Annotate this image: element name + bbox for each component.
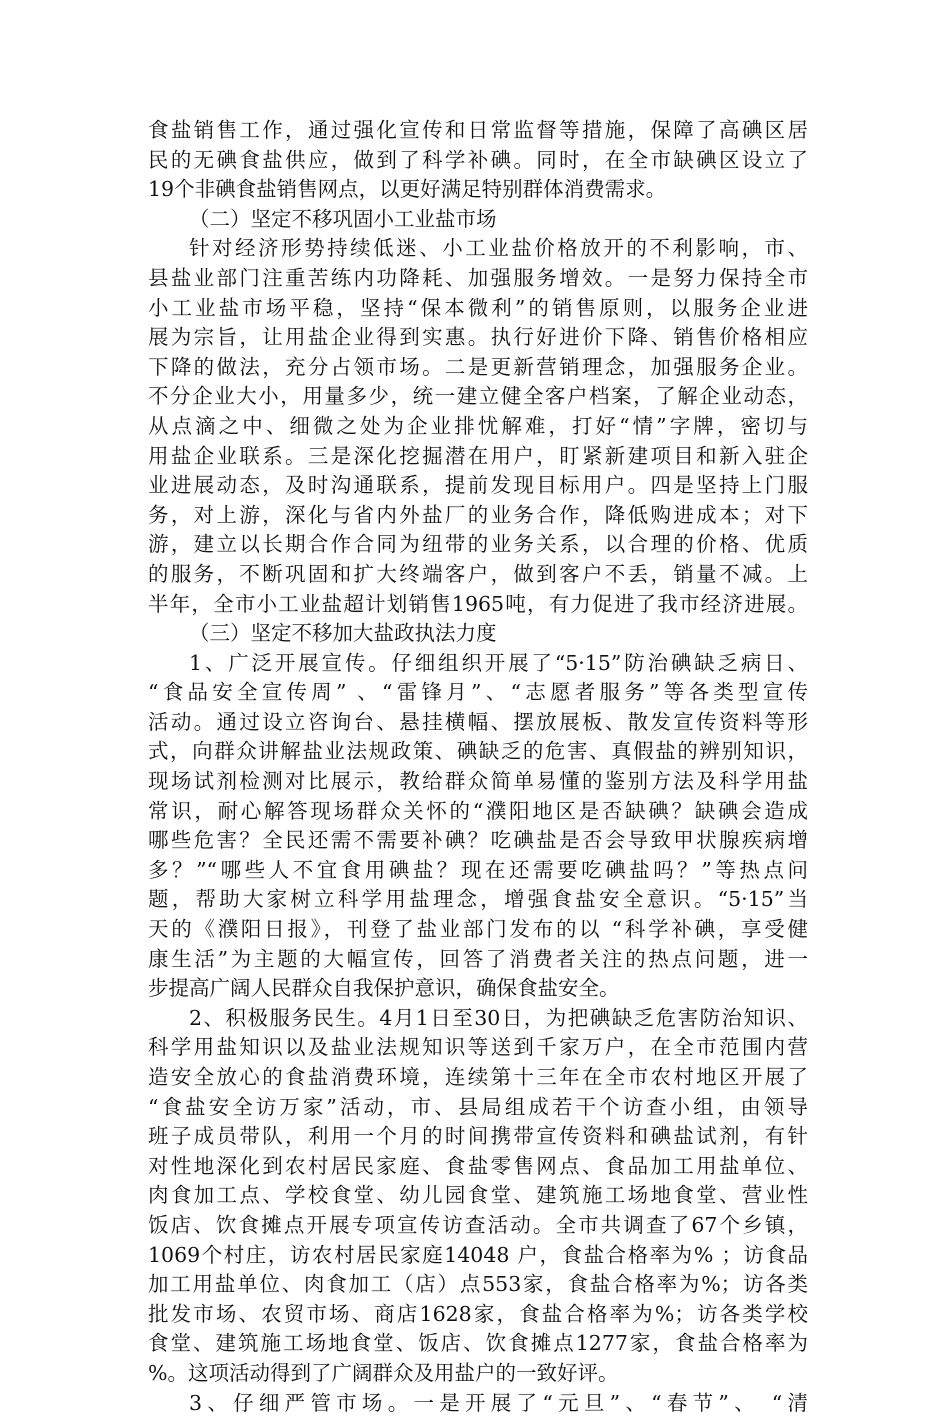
document-body — [148, 116, 808, 1418]
paragraph-first-line: 3、仔细严管市场。一是开展了“元旦”、“春节”、 “清 — [189, 1390, 808, 1415]
body-line: 务，对上游，深化与省内外盐厂的业务合作，降低购进成本；对下 — [148, 502, 808, 527]
section-heading: （二）坚定不移巩固小工业盐市场 — [189, 206, 497, 231]
body-line: 下降的做法，充分占领市场。二是更新营销理念，加强服务企业。 — [148, 354, 808, 379]
body-line: 科学用盐知识以及盐业法规知识等送到千家万户，在全市范围内营 — [148, 1035, 808, 1060]
body-line: 批发市场、农贸市场、商店1628家，食盐合格率为%；访各类学校 — [148, 1301, 808, 1326]
body-line: 活动。通过设立咨询台、悬挂横幅、摆放展板、散发宣传资料等形 — [148, 709, 808, 734]
body-line: 肉食加工点、学校食堂、幼儿园食堂、建筑施工场地食堂、营业性 — [148, 1183, 808, 1208]
body-line: 加工用盐单位、肉食加工（店）点553家，食盐合格率为%；访各类 — [148, 1272, 808, 1297]
body-line: “食盐安全访万家”活动，市、县局组成若干个访查小组，由领导 — [148, 1094, 808, 1119]
body-line: “食品安全宣传周” 、“雷锋月”、“志愿者服务”等各类型宣传 — [148, 680, 808, 705]
body-line: 不分企业大小，用量多少，统一建立健全客户档案，了解企业动态， — [148, 384, 808, 409]
body-line: 县盐业部门注重苦练内功降耗、加强服务增效。一是努力保持全市 — [148, 265, 808, 290]
body-line: 现场试剂检测对比展示，教给群众简单易懂的鉴别方法及科学用盐 — [148, 769, 808, 794]
body-line: 1069个村庄，访农村居民家庭14048 户，食盐合格率为% ；访食品 — [148, 1242, 808, 1267]
body-line: 食盐销售工作，通过强化宣传和日常监督等措施，保障了高碘区居 — [148, 118, 808, 142]
body-line: 哪些危害？全民还需不需要补碘？吃碘盐是否会导致甲状腺疾病增 — [148, 828, 808, 853]
body-line: 从点滴之中、细微之处为企业排忧解难，打好“情”字牌，密切与 — [148, 413, 808, 438]
body-line: 天的《濮阳日报》，刊登了盐业部门发布的以 “科学补碘，享受健 — [148, 917, 808, 942]
section-heading: （三）坚定不移加大盐政执法力度 — [189, 621, 497, 646]
body-line: 半年，全市小工业盐超计划销售1965吨，有力促进了我市经济进展。 — [148, 591, 808, 616]
body-line: 造安全放心的食盐消费环境，连续第十三年在全市农村地区开展了 — [148, 1065, 808, 1089]
body-line: 展为宗旨，让用盐企业得到实惠。执行好进价下降、销售价格相应 — [148, 325, 808, 350]
body-line: 题，帮助大家树立科学用盐理念，增强食盐安全意识。“5·15”当 — [148, 887, 808, 912]
body-line: 民的无碘食盐供应，做到了科学补碘。同时，在全市缺碘区设立了 — [148, 147, 808, 172]
paragraph-last-line: %。这项活动得到了广阔群众及用盐户的一致好评。 — [148, 1360, 619, 1385]
body-line: 班子成员带队，利用一个月的时间携带宣传资料和碘盐试剂，有针 — [148, 1124, 808, 1149]
paragraph-last-line: 步提高广阔人民群众自我保护意识，确保食盐安全。 — [148, 976, 620, 1001]
body-line: 用盐企业联系。三是深化挖掘潜在用户，盯紧新建项目和新入驻企 — [148, 443, 808, 468]
body-line: 的服务，不断巩固和扩大终端客户，做到客户不丢，销量不减。上 — [148, 561, 808, 586]
body-line: 小工业盐市场平稳，坚持“保本微利”的销售原则，以服务企业进 — [148, 295, 808, 320]
body-line: 多？”“哪些人不宜食用碘盐？现在还需要吃碘盐吗？”等热点问 — [148, 857, 808, 882]
body-line: 对性地深化到农村居民家庭、食盐零售网点、食品加工用盐单位、 — [148, 1153, 808, 1178]
body-line: 康生活”为主题的大幅宣传，回答了消费者关注的热点问题，进一 — [148, 946, 808, 971]
paragraph-first-line: 2、积极服务民生。4月1日至30日，为把碘缺乏危害防治知识、 — [189, 1005, 808, 1030]
paragraph-first-line: 1、广泛开展宣传。仔细组织开展了“5·15”防治碘缺乏病日、 — [189, 650, 808, 675]
body-line: 食堂、建筑施工场地食堂、饭店、饮食摊点1277家，食盐合格率为 — [148, 1331, 808, 1356]
paragraph-last-line: 19个非碘食盐销售网点，以更好满足特别群体消费需求。 — [148, 177, 667, 202]
body-line: 业进展动态，及时沟通联系，提前发现目标用户。四是坚持上门服 — [148, 473, 808, 498]
body-line: 式，向群众讲解盐业法规政策、碘缺乏的危害、真假盐的辨别知识， — [148, 739, 808, 764]
body-line: 常识，耐心解答现场群众关怀的“濮阳地区是否缺碘？缺碘会造成 — [148, 798, 808, 823]
body-line: 饭店、饮食摊点开展专项宣传访查活动。全市共调查了67个乡镇， — [148, 1212, 808, 1237]
body-line: 游，建立以长期合作合同为纽带的业务关系，以合理的价格、优质 — [148, 532, 808, 557]
paragraph-first-line: 针对经济形势持续低迷、小工业盐价格放开的不利影响，市、 — [189, 236, 808, 261]
